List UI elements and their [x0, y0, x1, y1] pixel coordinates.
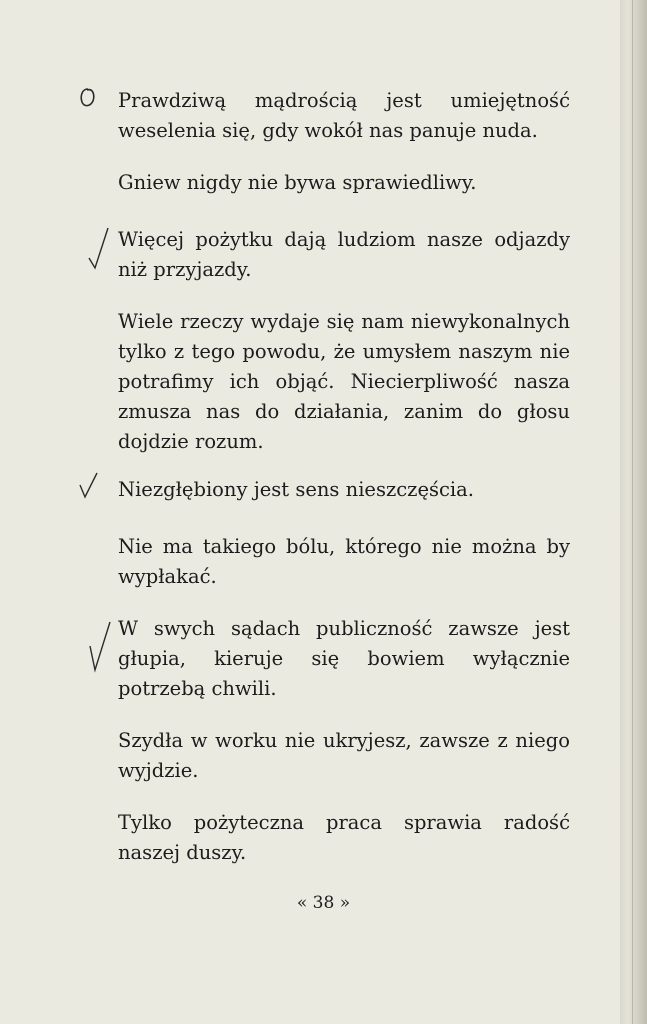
aphorism-paragraph: Nie ma takiego bólu, którego nie można by wypłakać. [118, 535, 570, 588]
gutter-edge [632, 0, 633, 1024]
aphorism-paragraph: Tylko pożyteczna praca sprawia radość naszej duszy. [118, 811, 570, 864]
circle-mark-icon [78, 86, 98, 110]
check-mark-icon [86, 226, 112, 272]
aphorism-paragraph: Gniew nigdy nie bywa sprawiedliwy. [118, 171, 477, 194]
aphorism-paragraph: Szydła w worku nie ukryjesz, zawsze z niego wyjdzie. [118, 729, 570, 782]
page-gutter [620, 0, 647, 1024]
page-number: « 38 » [296, 893, 351, 913]
aphorism-paragraph: Prawdziwą mądrością jest umiejętność weselenia się, gdy wokół nas panuje nuda. [118, 89, 570, 142]
aphorism-paragraph: Więcej pożytku dają ludziom nasze odjazdy niż przyjazdy. [118, 228, 570, 281]
aphorism-paragraph: Wiele rzeczy wydaje się nam niewykonalnych tylko z tego powodu, że umysłem naszym nie potrafimy ich objąć. Niecierpliwość nasza zmusza nas do działania, zanim do głosu dojdzie rozum. [118, 310, 570, 453]
check-mark-icon [84, 618, 114, 676]
check-mark-icon [78, 471, 100, 501]
aphorism-paragraph: Niezgłębiony jest sens nieszczęścia. [118, 478, 474, 501]
aphorism-paragraph: W swych sądach publiczność zawsze jest głupia, kieruje się bowiem wyłącznie potrzebą chwili. [118, 617, 570, 700]
